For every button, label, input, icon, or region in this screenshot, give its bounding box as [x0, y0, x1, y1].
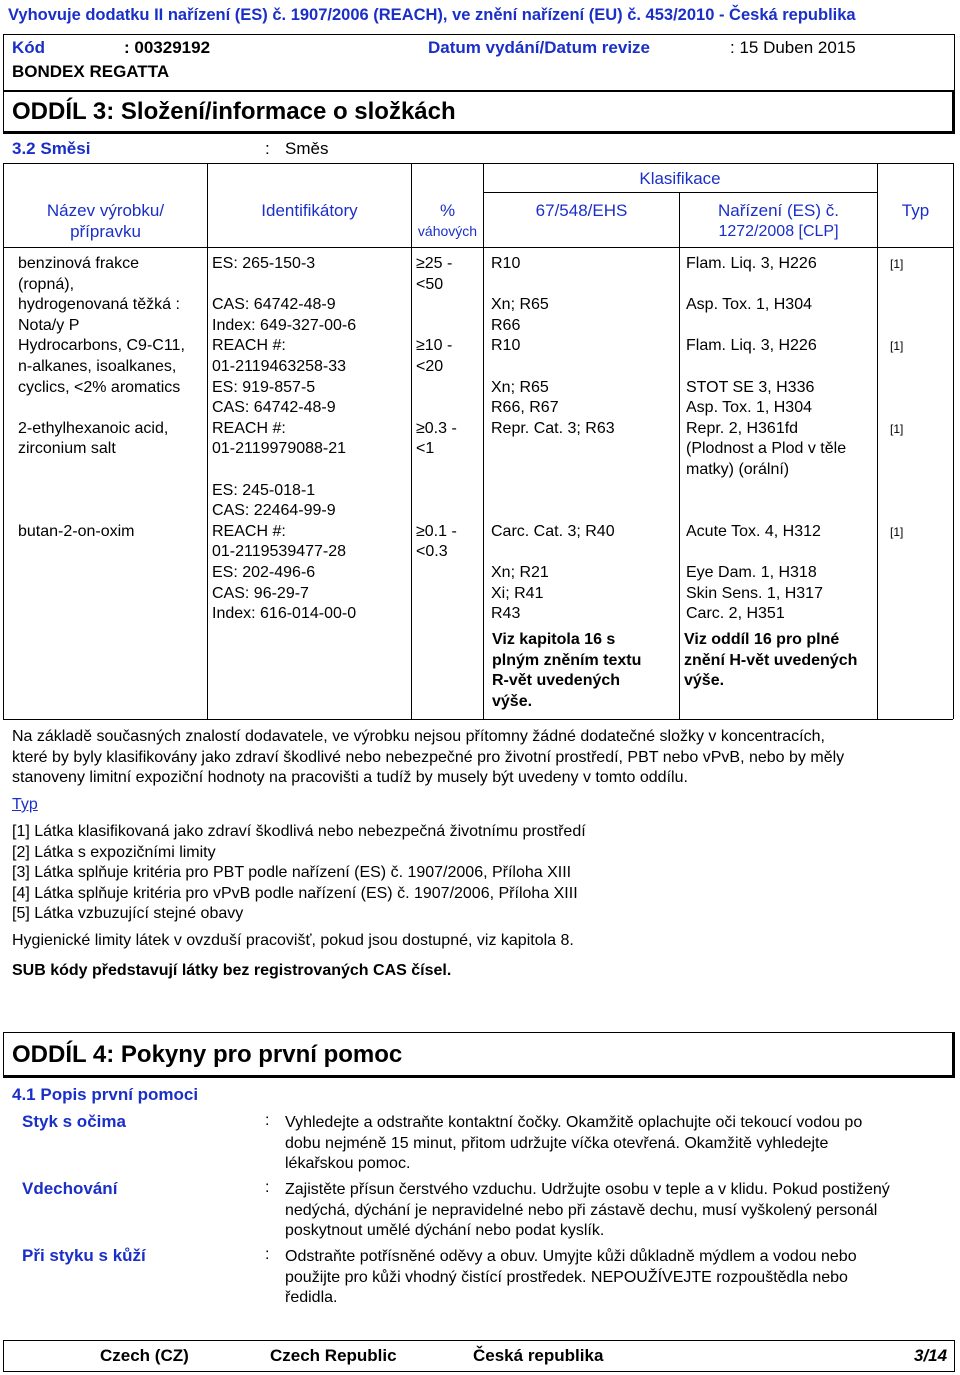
text-line: Carc. 2, H351 [686, 605, 785, 623]
text-line: použijte pro kůži vhodný čistící prostředek. NEPOUŽÍVEJTE rozpouštědla nebo [285, 1268, 848, 1286]
footer-country-cz: Česká republika [473, 1346, 604, 1365]
text-line: R66 [491, 316, 521, 334]
text-line: Asp. Tox. 1, H304 [686, 296, 812, 314]
text-line [890, 439, 903, 460]
col-line-5 [877, 163, 878, 719]
text-line [491, 481, 615, 502]
text-line: Asp. Tox. 1, H304 [686, 399, 812, 417]
text-line: [3] Látka splňuje kritéria pro PBT podle nařízení (ES) č. 1907/2006, Příloha XIII [12, 864, 572, 882]
text-line [416, 481, 457, 502]
text-line: (ropná), [18, 275, 75, 293]
text-line: [1] [890, 257, 904, 271]
text-line: Zajistěte přísun čerstvého vzduchu. Udržujte osobu v teple a v klidu. Pokud postižený [285, 1181, 890, 1198]
text-line [416, 501, 457, 522]
col-line-4 [679, 192, 680, 719]
th-name: Název výrobku/ přípravku [46, 201, 165, 241]
text-line: Vyhledejte a odstraňte kontaktní čočky. Okamžitě oplachujte oči tekoucí vodou po [285, 1114, 863, 1131]
mixture-value: Směs [285, 139, 329, 158]
text-line: které by byly klasifikovány jako zdraví škodlivé nebo nebezpečné pro životní prostředí, PBT nebo vPvB, nebo by měly [12, 748, 845, 766]
text-line: butan-2-on-oxim [18, 522, 135, 540]
th-percent: % váhových [417, 201, 478, 239]
first-aid-label: Při styku s kůží [22, 1246, 146, 1265]
col-clp [686, 254, 846, 625]
text-line [686, 275, 846, 296]
composition-note [12, 727, 844, 789]
section3-title: ODDÍL 3: Složení/informace o složkách [12, 98, 456, 125]
table-bottom-line [3, 719, 953, 720]
col-names [18, 254, 185, 542]
text-line: ≥25 - [416, 255, 453, 272]
th-identifiers: Identifikátory [261, 201, 358, 220]
col-line-2 [411, 163, 412, 719]
typ-heading: Typ [12, 796, 38, 813]
first-aid-text [285, 1113, 862, 1175]
text-line: REACH #: [212, 419, 286, 437]
text-line: Skin Sens. 1, H317 [686, 584, 823, 602]
text-line: [5] Látka vzbuzující stejné obavy [12, 905, 244, 923]
text-line: Repr. Cat. 3; R63 [491, 419, 615, 437]
col-line-1 [207, 163, 208, 719]
first-aid-subtitle: 4.1 Popis první pomoci [12, 1085, 199, 1104]
text-line [686, 542, 846, 563]
product-name: BONDEX REGATTA [12, 62, 170, 81]
th-typ: Typ [901, 201, 930, 220]
text-line: Eye Dam. 1, H318 [686, 563, 817, 581]
text-line: REACH #: [212, 522, 286, 540]
text-line [686, 481, 846, 502]
text-line: STOT SE 3, H336 [686, 378, 815, 396]
text-line [416, 316, 457, 337]
page-number: 3/14 [914, 1346, 948, 1365]
text-line: stanoveny limitní expoziční hodnoty na pracovišti a tudíž by musely být uvedeny v tomto oddílu. [12, 769, 688, 786]
document-title: Vyhovuje dodatku II nařízení (ES) č. 1907/2006 (REACH), ve znění nařízení (EU) č. 453/2010 - Česká republika [8, 6, 856, 24]
code-value: : 00329192 [124, 38, 211, 57]
text-line: Nota/y P [18, 316, 80, 334]
text-line [491, 501, 615, 522]
text-line: cyclics, <2% aromatics [18, 378, 181, 396]
date-label: Datum vydání/Datum revize [428, 38, 651, 57]
text-line: <1 [416, 440, 435, 458]
mixture-label: 3.2 Směsi [12, 139, 91, 158]
text-line: poskytnout umělé dýchání nebo podat kyslík. [285, 1222, 605, 1240]
text-line: ≥10 - [416, 337, 453, 355]
text-line: CAS: 96-29-7 [212, 584, 309, 602]
text-line [18, 398, 185, 419]
text-line: lékařskou pomoc. [285, 1155, 411, 1173]
text-line [491, 439, 615, 460]
col-line-3 [483, 163, 484, 719]
text-line [890, 357, 903, 378]
section4-box [3, 1032, 955, 1078]
text-line [416, 378, 457, 399]
text-line: Repr. 2, H361fd [686, 419, 799, 437]
text-line: R43 [491, 605, 521, 623]
text-line: Xi; R41 [491, 584, 544, 602]
text-line: CAS: 22464-99-9 [212, 502, 336, 520]
first-aid-text [285, 1180, 890, 1242]
text-line: Na základě současných znalostí dodavatele, ve výrobku nejsou přítomny žádné dodatečné složky v koncentracích, [12, 728, 825, 745]
text-line: <0.3 [416, 543, 448, 561]
text-line: Xn; R21 [491, 563, 549, 581]
text-line: [1] [890, 524, 904, 539]
col-typ [890, 254, 903, 542]
text-line: <20 [416, 357, 444, 375]
text-line: 2-ethylhexanoic acid, [18, 419, 169, 437]
text-line: Viz oddíl 16 pro plné [684, 631, 840, 648]
text-line [491, 542, 615, 563]
text-line [890, 316, 903, 337]
text-line: ředidla. [285, 1289, 338, 1307]
text-line: Xn; R65 [491, 378, 549, 396]
text-line: R10 [491, 337, 521, 355]
text-line: <50 [416, 275, 444, 293]
text-line: ES: 202-496-6 [212, 563, 316, 581]
text-line [416, 460, 457, 481]
text-line: ES: 919-857-5 [212, 378, 316, 396]
text-line [890, 378, 903, 399]
text-line [212, 460, 356, 481]
code-label: Kód [12, 38, 46, 57]
text-line: hydrogenovaná těžká : [18, 296, 180, 314]
text-line: (Plodnost a Plod v těle [686, 440, 847, 458]
text-line: Viz kapitola 16 s [492, 631, 616, 648]
text-line: R66, R67 [491, 399, 559, 417]
text-line: R10 [491, 255, 521, 272]
col-percent [416, 254, 457, 563]
text-line [416, 398, 457, 419]
text-line: R-vět uvedených [492, 672, 621, 690]
text-line [890, 481, 903, 502]
text-line: [4] Látka splňuje kritéria pro vPvB podle nařízení (ES) č. 1907/2006, Příloha XIII [12, 884, 578, 902]
col-identifiers [212, 254, 356, 625]
text-line [18, 481, 185, 502]
text-line: 01-2119979088-21 [212, 440, 347, 458]
text-line [686, 316, 846, 337]
text-line: Acute Tox. 4, H312 [686, 522, 821, 540]
first-aid-text [285, 1247, 857, 1309]
text-line [416, 295, 457, 316]
mixture-colon: : [265, 139, 270, 158]
footer-country: Czech Republic [270, 1346, 397, 1365]
text-line: REACH #: [212, 337, 286, 355]
text-line: znění H-vět uvedených [684, 651, 858, 669]
text-line [890, 501, 903, 522]
text-line: výše. [492, 692, 533, 710]
th-clp: Nařízení (ES) č. 1272/2008 [CLP] [718, 201, 839, 240]
klasifikace-line [483, 192, 877, 193]
text-line: Xn; R65 [491, 296, 549, 314]
th-klasifikace: Klasifikace [639, 169, 721, 188]
first-aid-colon: : [265, 1246, 270, 1263]
date-value: : 15 Duben 2015 [730, 38, 856, 57]
first-aid-label: Styk s očima [22, 1112, 126, 1131]
text-line: [1] Látka klasifikovaná jako zdraví škodlivá nebo nebezpečná životnímu prostředí [12, 823, 586, 840]
text-line: Flam. Liq. 3, H226 [686, 255, 817, 272]
text-line [890, 398, 903, 419]
th-ehs: 67/548/EHS [535, 201, 628, 220]
text-line: výše. [684, 672, 725, 690]
text-line: n-alkanes, isoalkanes, [18, 357, 177, 375]
text-line: benzinová frakce [18, 255, 139, 272]
text-line: [2] Látka s expozičními limity [12, 843, 216, 861]
text-line [890, 460, 903, 481]
section3-box [3, 90, 955, 134]
text-line [491, 357, 615, 378]
text-line: nedýchá, dýchání je nepravidelné nebo při zástavě dechu, musí vyškolený personál [285, 1201, 878, 1219]
text-line: 01-2119539477-28 [212, 543, 347, 561]
text-line: Carc. Cat. 3; R40 [491, 522, 615, 540]
text-line [890, 295, 903, 316]
text-line: 01-2119463258-33 [212, 357, 347, 375]
clp-note [684, 630, 857, 692]
text-line: [1] [890, 421, 904, 436]
footer-language: Czech (CZ) [100, 1346, 189, 1365]
text-line [491, 460, 615, 481]
text-line [890, 275, 903, 296]
text-line: Odstraňte potřísněné oděvy a obuv. Umyjte kůži důkladně mýdlem a vodou nebo [285, 1248, 857, 1265]
ehs-note [492, 630, 641, 712]
col-ehs [491, 254, 615, 625]
text-line [491, 275, 615, 296]
text-line: ES: 265-150-3 [212, 255, 316, 272]
typ-legend [12, 822, 586, 925]
text-line: ≥0.3 - [416, 419, 457, 437]
text-line: CAS: 64742-48-9 [212, 399, 336, 417]
first-aid-label: Vdechování [22, 1179, 118, 1198]
col-line-6 [953, 163, 954, 719]
text-line [18, 501, 185, 522]
text-line [686, 357, 846, 378]
text-line: ≥0.1 - [416, 522, 457, 540]
text-line [686, 501, 846, 522]
sub-codes-note: SUB kódy představují látky bez registrovaných CAS čísel. [12, 962, 452, 979]
text-line: CAS: 64742-48-9 [212, 296, 336, 314]
section4-title: ODDÍL 4: Pokyny pro první pomoc [12, 1041, 403, 1068]
text-line: dobu nejméně 15 minut, přitom udržujte víčka otevřená. Okamžitě vyhledejte [285, 1134, 829, 1152]
text-line: zirconium salt [18, 440, 116, 458]
text-line: Flam. Liq. 3, H226 [686, 337, 817, 355]
col-line-0 [3, 163, 4, 719]
text-line: [1] [890, 339, 904, 354]
text-line [212, 275, 356, 296]
text-line: Index: 616-014-00-0 [212, 605, 357, 623]
text-line [18, 460, 185, 481]
text-line: matky) (orální) [686, 460, 790, 478]
table-top-line [3, 163, 953, 164]
first-aid-colon: : [265, 1179, 270, 1196]
table-header-line [3, 247, 953, 248]
text-line: Index: 649-327-00-6 [212, 316, 357, 334]
text-line: plným zněním textu [492, 651, 642, 669]
first-aid-colon: : [265, 1112, 270, 1129]
hygiene-note: Hygienické limity látek v ovzduší pracovišť, pokud jsou dostupné, viz kapitola 8. [12, 932, 574, 949]
text-line: ES: 245-018-1 [212, 481, 316, 499]
text-line: Hydrocarbons, C9-C11, [18, 337, 185, 355]
